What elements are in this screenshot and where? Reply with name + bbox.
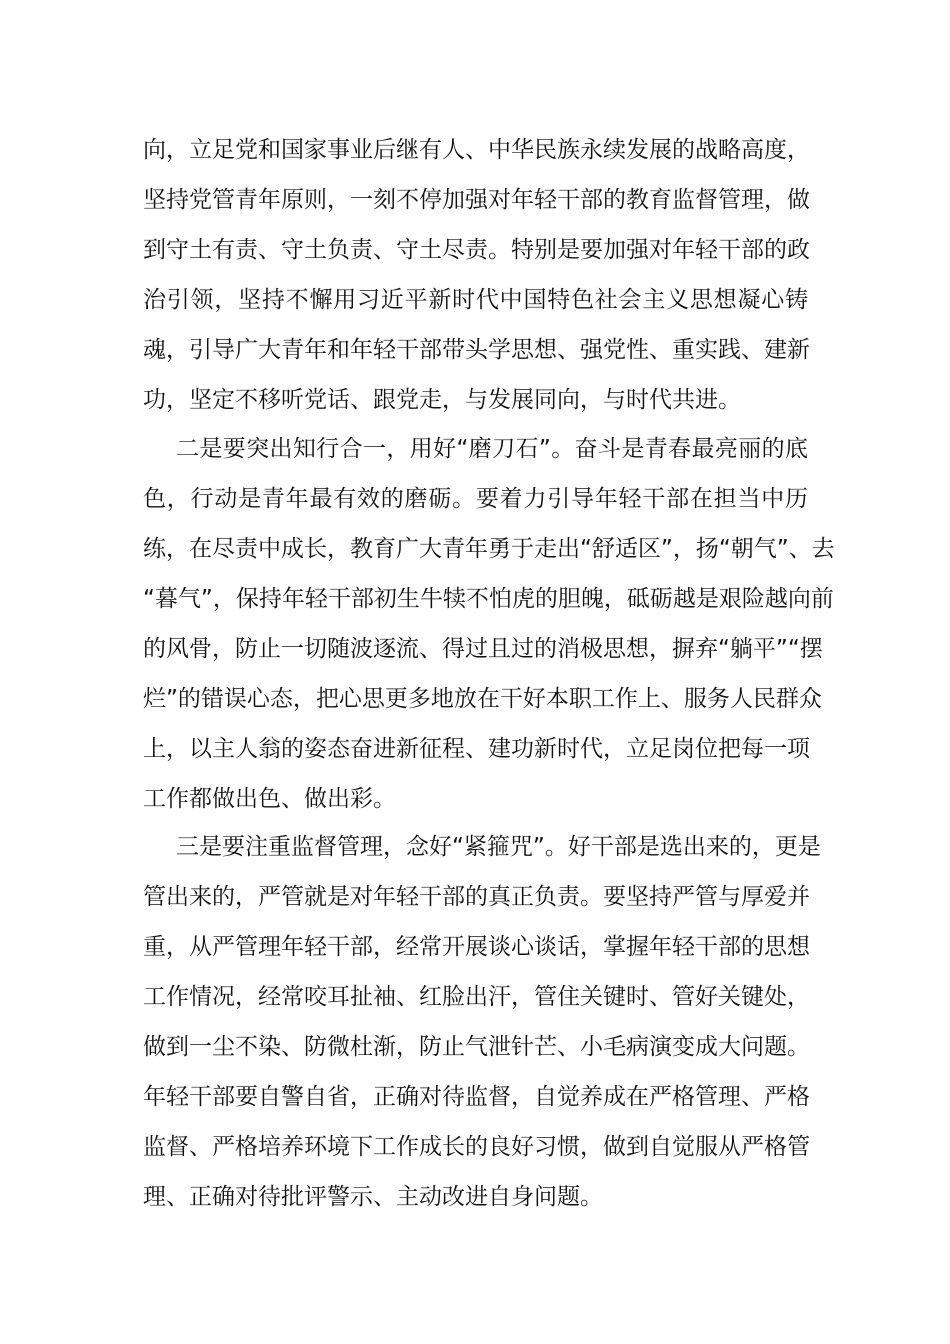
text-line: “暮气”，保持年轻干部初生牛犊不怕虎的胆魄，砥砺越是艰险越向前	[143, 586, 834, 612]
text-line: 坚持党管青年原则，一刻不停加强对年轻干部的教育监督管理，做	[143, 187, 810, 213]
text-line: 工作情况，经常咬耳扯袖、红脸出汗，管住关键时、管好关键处，	[143, 984, 810, 1010]
text-line: 魂，引导广大青年和年轻干部带头学思想、强党性、重实践、建新	[143, 337, 810, 363]
text-line: 色，行动是青年最有效的磨砺。要着力引导年轻干部在担当中历	[143, 486, 808, 512]
text-line: 重，从严管理年轻干部，经常开展谈心谈话，掌握年轻干部的思想	[143, 934, 810, 960]
text-line: 工作都做出色、做出彩。	[143, 786, 396, 812]
text-line: 的风骨，防止一切随波逐流、得过且过的消极思想，摒弃“躺平”“摆	[143, 636, 823, 662]
text-line: 做到一尘不染、防微杜渐，防止气泄针芒、小毛病演变成大问题。	[143, 1034, 810, 1060]
text-line: 理、正确对待批评警示、主动改进自身问题。	[143, 1184, 603, 1210]
text-line: 管出来的，严管就是对年轻干部的真正负责。要坚持严管与厚爱并	[143, 884, 810, 910]
text-line: 向，立足党和国家事业后继有人、中华民族永续发展的战略高度，	[143, 137, 810, 163]
text-line: 监督、严格培养环境下工作成长的良好习惯，做到自觉服从严格管	[143, 1134, 810, 1160]
paragraph-point-three	[143, 822, 821, 1222]
paragraph-continuation	[143, 125, 808, 425]
text-line: 上，以主人翁的姿态奋进新征程、建功新时代，立足岗位把每一项	[143, 736, 810, 762]
paragraph-point-two	[143, 424, 835, 824]
text-line: 练，在尽责中成长，教育广大青年勇于走出“舒适区”，扬“朝气”、去	[143, 536, 835, 562]
text-line: 烂”的错误心态，把心思更多地放在干好本职工作上、服务人民群众	[143, 686, 822, 712]
text-line: 二是要突出知行合一，用好“磨刀石”。奋斗是青春最亮丽的底	[176, 436, 808, 462]
text-line: 到守土有责、守土负责、守土尽责。特别是要加强对年轻干部的政	[143, 237, 810, 263]
text-line: 年轻干部要自警自省，正确对待监督，自觉养成在严格管理、严格	[143, 1084, 810, 1110]
text-line: 三是要注重监督管理，念好“紧箍咒”。好干部是选出来的，更是	[176, 834, 821, 860]
text-line: 治引领，坚持不懈用习近平新时代中国特色社会主义思想凝心铸	[143, 287, 808, 313]
text-line: 功，坚定不移听党话、跟党走，与发展同向，与时代共进。	[143, 387, 741, 413]
